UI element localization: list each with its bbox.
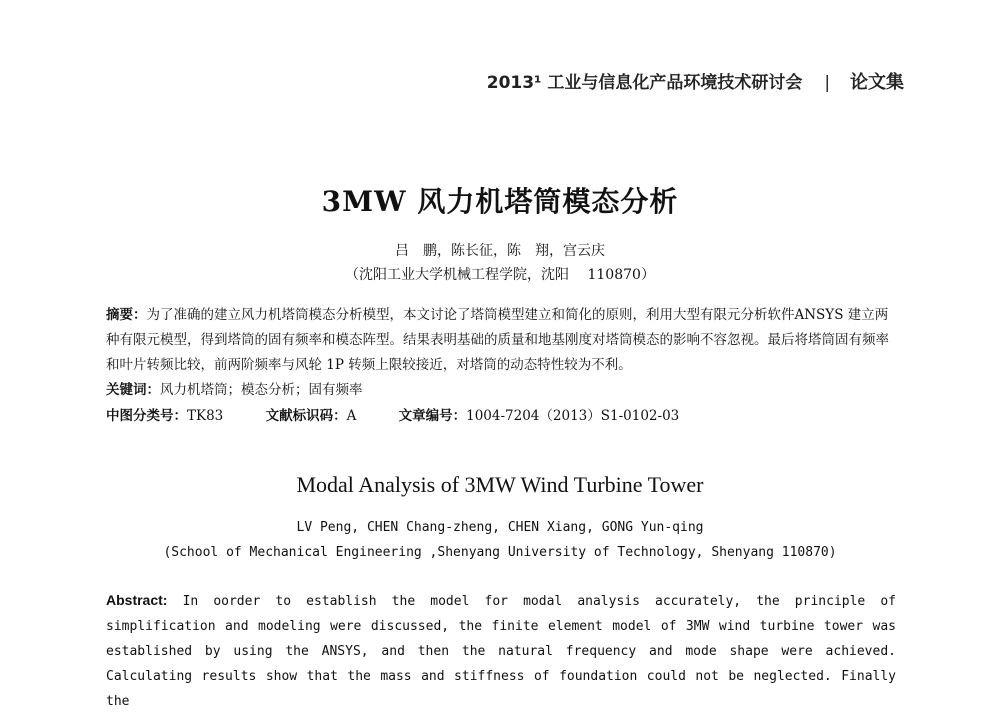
- doc-code-label: 文献标识码：: [265, 408, 347, 424]
- abstract-cn-text: 为了准确的建立风力机塔筒模态分析模型，本文讨论了塔筒模型建立和简化的原则，利用大型有限元分析软件ANSYS 建立两种有限元模型，得到塔筒的固有频率和模态阵型。结果表明基础的质量和地基刚度对塔筒模态的影响不容忽视。最后将塔筒固有频率和叶片转频比较，前两阶频率与风轮 1P 转频上限较接近，对塔筒的动态特性较为不利。: [106, 307, 889, 373]
- abstract-cn-label: 摘要：: [106, 307, 147, 323]
- article-no-label: 文章编号：: [398, 408, 467, 424]
- abstract-en-text: In oorder to establish the model for modal analysis accurately, the principle of simplification and modeling were discussed, the finite element model of 3MW wind turbine tower was established by using the ANSYS, and then the natural frequency and mode shape were achieved. Calculating results show that the mass and stiffness of foundation could not be neglected. Finally the: [106, 594, 896, 709]
- doc-code-item: [266, 404, 357, 424]
- clc-label: 中图分类号：: [106, 408, 187, 424]
- doc-code-value: A: [346, 408, 357, 424]
- running-header: [487, 68, 904, 94]
- paper-title-cn: 3MW 风力机塔筒模态分析: [321, 185, 679, 218]
- affiliation-en: (School of Mechanical Engineering ,Shenyang University of Technology, Shenyang 110870): [163, 545, 837, 560]
- collection-label: 论文集: [850, 72, 904, 93]
- paper-title-en: Modal Analysis of 3MW Wind Turbine Tower: [296, 472, 704, 497]
- abstract-en: [106, 588, 896, 714]
- conference-name: 2013¹ 工业与信息化产品环境技术研讨会: [486, 73, 803, 93]
- affiliation-cn: （沈阳工业大学机械工程学院，沈阳 110870）: [345, 267, 655, 283]
- abstract-en-label: Abstract:: [106, 592, 168, 608]
- header-separator: |: [824, 73, 831, 93]
- article-no-item: [399, 404, 680, 424]
- keywords-cn-label: 关键词：: [106, 382, 160, 398]
- abstract-cn: [106, 303, 896, 403]
- keywords-cn-text: 风力机塔筒；模态分析；固有频率: [160, 382, 363, 398]
- authors-cn: 吕 鹏，陈长征，陈 翔，宫云庆: [395, 243, 605, 259]
- authors-en: LV Peng, CHEN Chang-zheng, CHEN Xiang, GONG Yun-qing: [296, 520, 704, 535]
- classification-row: [106, 404, 896, 424]
- clc-value: TK83: [187, 408, 224, 424]
- article-no-value: 1004-7204（2013）S1-0102-03: [466, 408, 680, 424]
- clc-item: [106, 404, 223, 424]
